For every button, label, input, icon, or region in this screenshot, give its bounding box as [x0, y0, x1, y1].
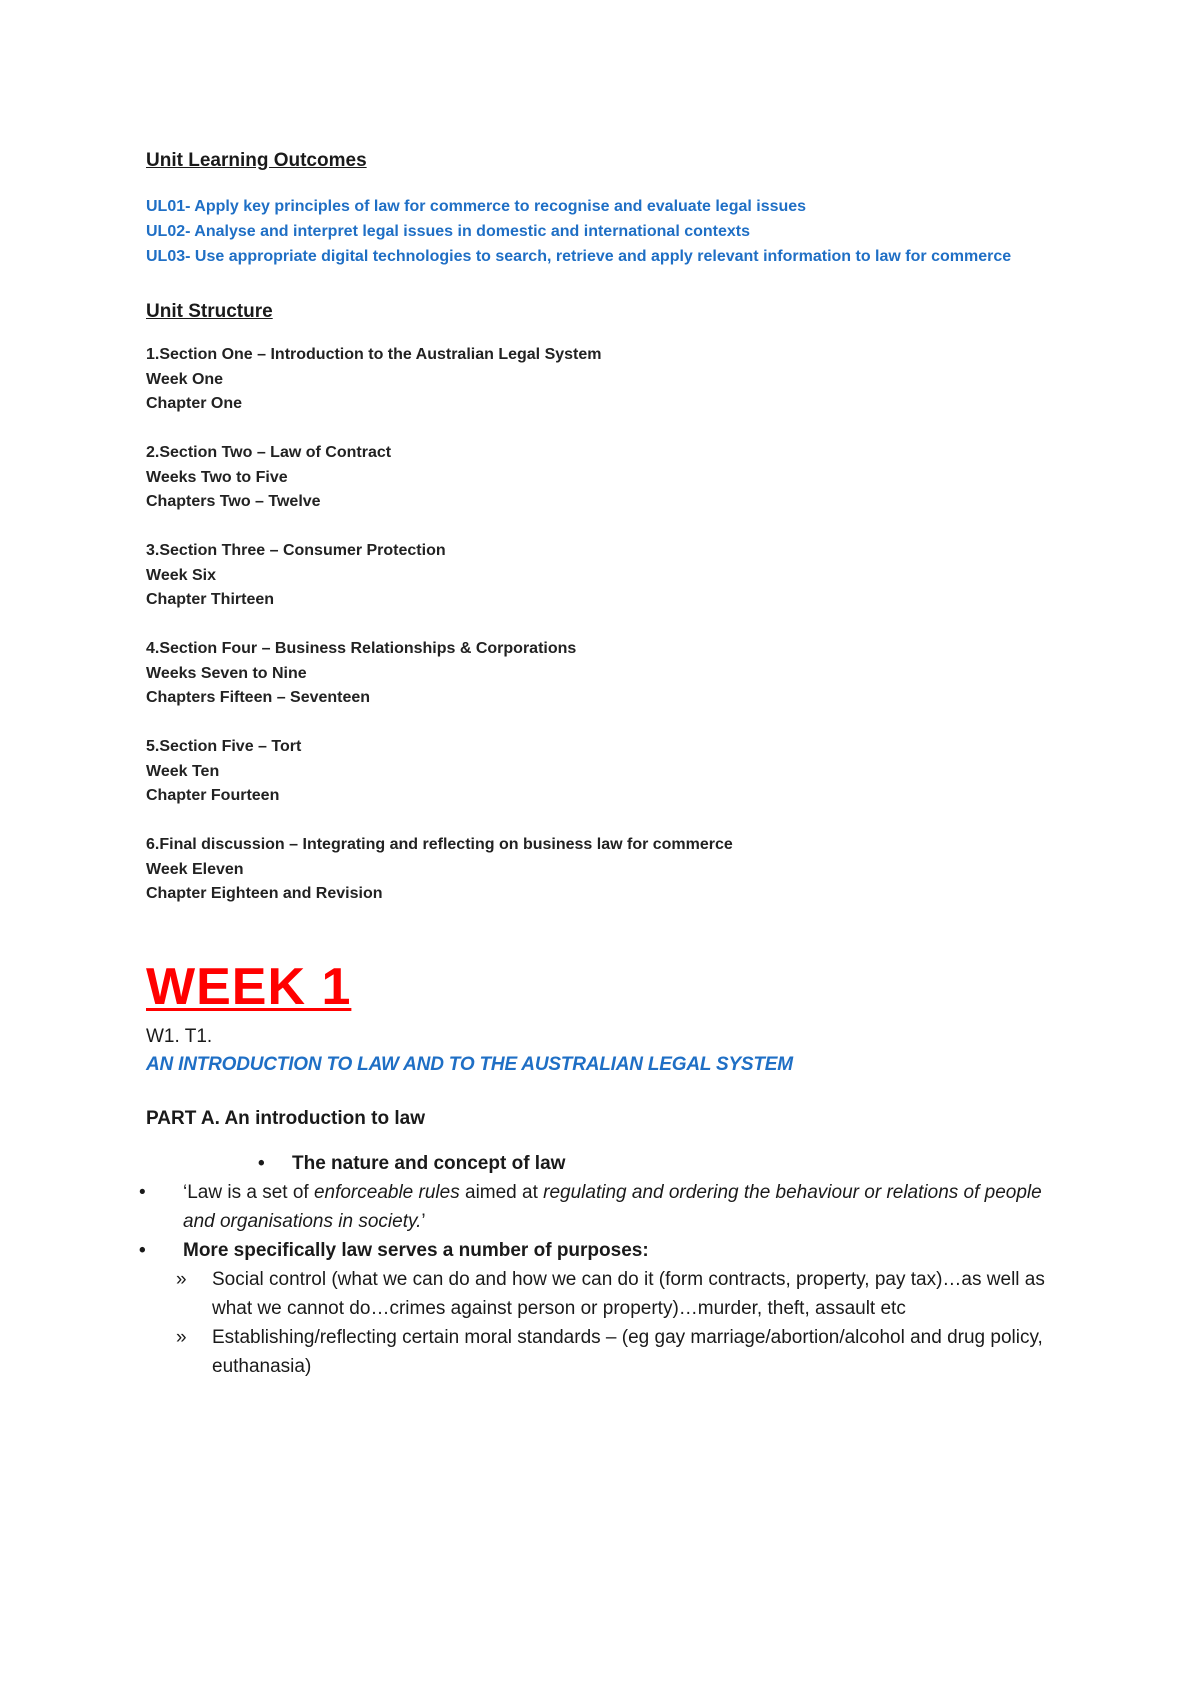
notes-content	[139, 1149, 1066, 1381]
bullet-heading	[146, 1149, 1066, 1178]
section-weeks: Week Ten	[146, 762, 220, 780]
section-chapters: Chapter One	[146, 395, 243, 412]
bullet-heading-text: The nature and concept of law	[292, 1152, 566, 1174]
bullet-icon: •	[139, 1181, 146, 1203]
outcome-item: UL02- Analyse and interpret legal issues in domestic and international contexts	[146, 223, 751, 240]
sections-list	[146, 343, 1066, 907]
section-item	[146, 343, 1066, 417]
week-title: WEEK 1	[146, 957, 352, 1016]
section-title: 3.Section Three – Consumer Protection	[146, 542, 446, 559]
intro-title: AN INTRODUCTION TO LAW AND TO THE AUSTRALIAN LEGAL SYSTEM	[146, 1053, 793, 1075]
purpose-text: Social control (what we can do and how we can do it (form contracts, property, pay tax)…as well as what we cannot do…crimes against person or property)…murder, theft, assault etc	[212, 1268, 1045, 1319]
outcome-item: UL01- Apply key principles of law for commerce to recognise and evaluate legal issues	[146, 198, 807, 215]
section-chapters: Chapter Thirteen	[146, 591, 275, 608]
section-title: 4.Section Four – Business Relationships & Corporations	[146, 640, 577, 657]
section-weeks: Week Six	[146, 566, 216, 584]
structure-heading: Unit Structure	[146, 301, 273, 322]
definition-text-start: ‘Law is a set of	[183, 1181, 314, 1203]
section-title: 5.Section Five – Tort	[146, 738, 302, 755]
purposes-bullet	[139, 1236, 1066, 1265]
section-item	[146, 833, 1066, 907]
purpose-text: Establishing/reflecting certain moral standards – (eg gay marriage/abortion/alcohol and drug policy, euthanasia)	[212, 1326, 1043, 1377]
outcome-item: UL03- Use appropriate digital technologies to search, retrieve and apply relevant information to law for commerce	[146, 248, 1012, 265]
section-weeks: Weeks Two to Five	[146, 468, 288, 486]
definition-regulating: regulating and ordering the behaviour or relations of people and organisations in society.	[183, 1181, 1042, 1232]
bullet-icon: •	[139, 1239, 146, 1261]
outcomes-heading: Unit Learning Outcomes	[146, 150, 367, 171]
definition-enforceable: enforceable rules	[313, 1181, 460, 1203]
section-weeks: Weeks Seven to Nine	[146, 664, 307, 682]
chevron-right-icon: »	[176, 1268, 187, 1290]
section-title: 6.Final discussion – Integrating and reflecting on business law for commerce	[146, 836, 733, 853]
section-item	[146, 735, 1066, 809]
section-item	[146, 637, 1066, 711]
bullet-icon: •	[258, 1152, 265, 1174]
section-title: 1.Section One – Introduction to the Australian Legal System	[146, 346, 602, 363]
purposes-heading: More specifically law serves a number of purposes:	[183, 1239, 649, 1261]
section-item	[146, 539, 1066, 613]
section-chapters: Chapter Eighteen and Revision	[146, 885, 383, 902]
definition-aimed: aimed at	[459, 1181, 544, 1203]
section-title: 2.Section Two – Law of Contract	[146, 444, 392, 461]
outcomes-list	[146, 194, 1066, 269]
definition-close-quote: ’	[421, 1210, 426, 1232]
section-chapters: Chapters Fifteen – Seventeen	[146, 689, 371, 706]
section-weeks: Week One	[146, 370, 224, 388]
section-chapters: Chapter Fourteen	[146, 787, 280, 804]
document-page	[139, 148, 1066, 1381]
section-chapters: Chapters Two – Twelve	[146, 493, 321, 510]
section-weeks: Week Eleven	[146, 860, 244, 878]
chevron-right-icon: »	[176, 1326, 187, 1348]
section-item	[146, 441, 1066, 515]
week-code: W1. T1.	[146, 1025, 213, 1047]
purpose-item	[146, 1265, 1066, 1323]
purpose-item	[146, 1323, 1066, 1381]
definition-bullet	[139, 1178, 1066, 1236]
part-title: PART A. An introduction to law	[146, 1107, 425, 1129]
